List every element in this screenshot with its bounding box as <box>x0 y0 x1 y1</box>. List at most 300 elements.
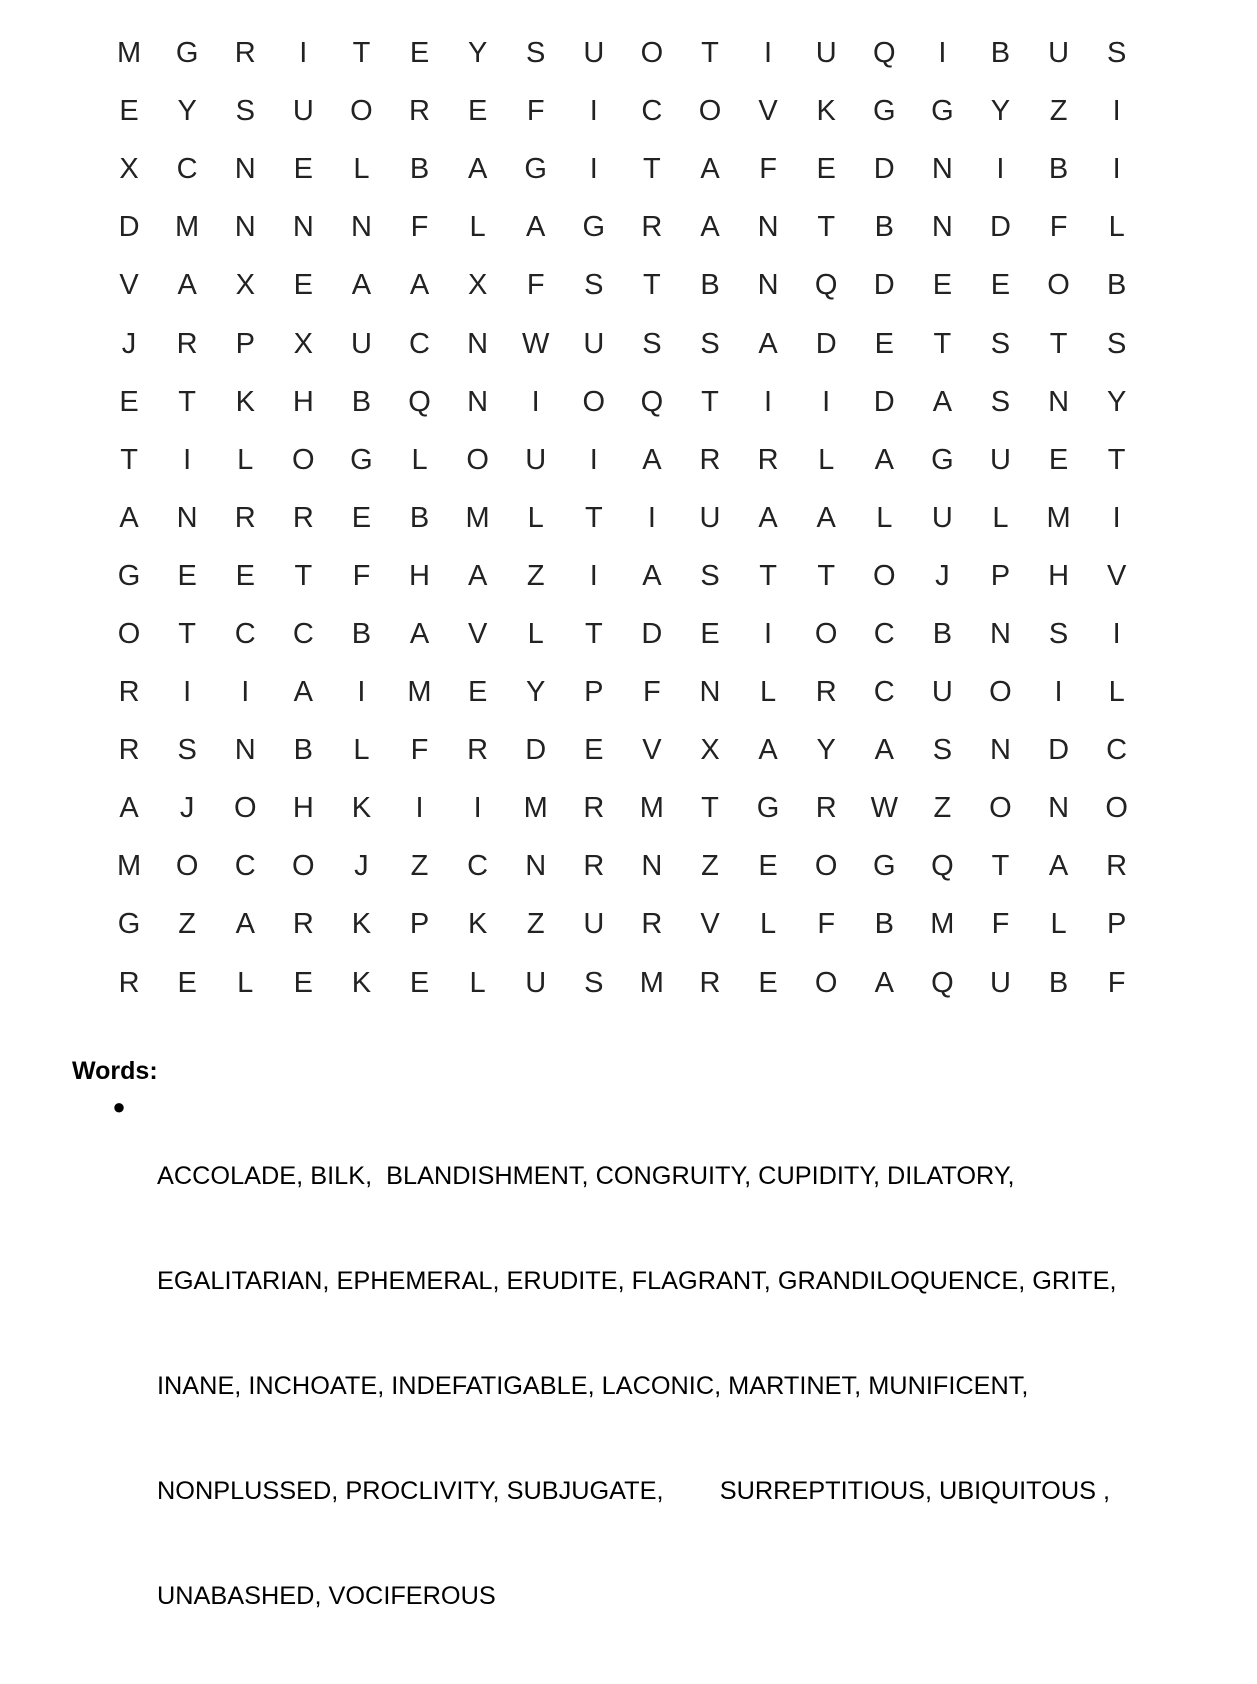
grid-letter[interactable]: S <box>990 385 1011 418</box>
grid-letter[interactable]: F <box>817 908 836 941</box>
grid-letter[interactable]: R <box>641 211 663 244</box>
grid-letter[interactable]: L <box>237 966 254 999</box>
grid-letter[interactable]: N <box>467 327 489 360</box>
grid-letter[interactable]: L <box>411 443 428 476</box>
grid-letter[interactable]: U <box>699 501 721 534</box>
grid-letter[interactable]: I <box>415 792 424 825</box>
grid-letter[interactable]: B <box>874 908 894 941</box>
grid-letter[interactable]: P <box>1106 908 1127 941</box>
grid-letter[interactable]: X <box>293 327 313 360</box>
grid-letter[interactable]: X <box>467 269 488 302</box>
grid-letter[interactable]: L <box>760 676 777 709</box>
grid-letter[interactable]: L <box>1108 676 1125 709</box>
grid-letter[interactable]: E <box>351 501 372 534</box>
grid-letter[interactable]: A <box>642 559 662 592</box>
grid-letter[interactable]: E <box>177 966 197 999</box>
grid-letter[interactable]: N <box>931 153 953 186</box>
grid-letter[interactable]: F <box>1107 966 1126 999</box>
grid-letter[interactable]: T <box>643 269 661 302</box>
grid-letter[interactable]: X <box>700 734 720 767</box>
grid-letter[interactable]: Q <box>640 385 664 418</box>
grid-letter[interactable]: L <box>1108 211 1125 244</box>
grid-letter[interactable]: O <box>1047 269 1070 302</box>
grid-letter[interactable]: G <box>931 443 954 476</box>
grid-letter[interactable]: N <box>350 211 372 244</box>
grid-letter[interactable]: U <box>583 908 605 941</box>
grid-letter[interactable]: I <box>647 501 656 534</box>
grid-letter[interactable]: F <box>526 269 545 302</box>
grid-letter[interactable]: R <box>118 734 140 767</box>
grid-letter[interactable]: A <box>758 734 778 767</box>
grid-letter[interactable]: I <box>822 385 831 418</box>
grid-letter[interactable]: W <box>522 327 550 360</box>
grid-letter[interactable]: S <box>177 734 197 767</box>
grid-letter[interactable]: U <box>989 966 1011 999</box>
grid-letter[interactable]: E <box>467 676 488 709</box>
grid-letter[interactable]: A <box>351 269 372 302</box>
grid-letter[interactable]: E <box>409 966 430 999</box>
grid-letter[interactable]: G <box>524 153 547 186</box>
grid-letter[interactable]: E <box>816 153 836 186</box>
grid-letter[interactable]: E <box>758 850 778 883</box>
grid-letter[interactable]: U <box>815 37 837 70</box>
grid-letter[interactable]: A <box>526 211 546 244</box>
grid-letter[interactable]: N <box>757 211 779 244</box>
grid-letter[interactable]: U <box>583 37 605 70</box>
grid-letter[interactable]: N <box>641 850 663 883</box>
grid-letter[interactable]: E <box>177 559 197 592</box>
grid-letter[interactable]: R <box>292 501 314 534</box>
grid-letter[interactable]: S <box>1048 617 1069 650</box>
grid-letter[interactable]: I <box>183 676 192 709</box>
grid-letter[interactable]: C <box>292 617 314 650</box>
grid-letter[interactable]: T <box>352 37 371 70</box>
grid-letter[interactable]: Y <box>177 95 197 128</box>
grid-letter[interactable]: Z <box>1049 95 1068 128</box>
grid-letter[interactable]: Y <box>526 676 546 709</box>
grid-letter[interactable]: U <box>583 327 605 360</box>
grid-letter[interactable]: B <box>932 617 953 650</box>
grid-letter[interactable]: C <box>641 95 663 128</box>
grid-letter[interactable]: N <box>989 617 1011 650</box>
grid-letter[interactable]: T <box>759 559 777 592</box>
grid-letter[interactable]: O <box>350 95 373 128</box>
grid-letter[interactable]: N <box>234 734 256 767</box>
grid-letter[interactable]: L <box>469 966 486 999</box>
grid-letter[interactable]: I <box>299 37 308 70</box>
grid-letter[interactable]: L <box>1050 908 1067 941</box>
grid-letter[interactable]: I <box>764 617 773 650</box>
grid-letter[interactable]: T <box>643 153 661 186</box>
grid-letter[interactable]: S <box>990 327 1011 360</box>
grid-letter[interactable]: E <box>119 95 139 128</box>
grid-letter[interactable]: N <box>757 269 779 302</box>
grid-letter[interactable]: O <box>872 559 896 592</box>
grid-letter[interactable]: F <box>410 211 429 244</box>
grid-letter[interactable]: I <box>1112 617 1121 650</box>
grid-letter[interactable]: P <box>409 908 430 941</box>
grid-letter[interactable]: C <box>1106 734 1128 767</box>
grid-letter[interactable]: S <box>932 734 953 767</box>
grid-letter[interactable]: F <box>991 908 1010 941</box>
grid-letter[interactable]: U <box>525 443 547 476</box>
grid-letter[interactable]: L <box>353 734 370 767</box>
grid-letter[interactable]: X <box>235 269 255 302</box>
grid-letter[interactable]: R <box>583 850 605 883</box>
grid-letter[interactable]: Q <box>931 850 954 883</box>
grid-letter[interactable]: V <box>119 269 139 302</box>
grid-letter[interactable]: O <box>814 966 838 999</box>
grid-letter[interactable]: U <box>525 966 547 999</box>
grid-letter[interactable]: G <box>175 37 199 70</box>
grid-letter[interactable]: Y <box>816 734 836 767</box>
grid-letter[interactable]: T <box>701 37 719 70</box>
grid-letter[interactable]: I <box>938 37 947 70</box>
grid-letter[interactable]: Z <box>410 850 429 883</box>
grid-letter[interactable]: I <box>589 559 598 592</box>
grid-letter[interactable]: S <box>526 37 546 70</box>
grid-letter[interactable]: R <box>409 95 430 128</box>
grid-letter[interactable]: N <box>234 211 256 244</box>
grid-letter[interactable]: N <box>525 850 547 883</box>
grid-letter[interactable]: A <box>409 269 430 302</box>
grid-letter[interactable]: B <box>1106 269 1127 302</box>
grid-letter[interactable]: D <box>525 734 547 767</box>
grid-letter[interactable]: B <box>990 37 1011 70</box>
grid-letter[interactable]: A <box>119 792 139 825</box>
grid-letter[interactable]: L <box>818 443 835 476</box>
grid-letter[interactable]: B <box>1048 153 1069 186</box>
grid-letter[interactable]: R <box>118 676 140 709</box>
grid-letter[interactable]: D <box>641 617 663 650</box>
grid-letter[interactable]: U <box>1048 37 1070 70</box>
grid-letter[interactable]: M <box>116 850 142 883</box>
grid-letter[interactable]: E <box>584 734 604 767</box>
grid-letter[interactable]: V <box>1106 559 1127 592</box>
grid-letter[interactable]: G <box>117 559 141 592</box>
grid-letter[interactable]: F <box>759 153 777 186</box>
grid-letter[interactable]: F <box>352 559 371 592</box>
grid-letter[interactable]: E <box>932 269 953 302</box>
grid-letter[interactable]: T <box>933 327 952 360</box>
grid-letter[interactable]: F <box>1049 211 1068 244</box>
grid-letter[interactable]: O <box>640 37 664 70</box>
grid-letter[interactable]: Q <box>931 966 954 999</box>
grid-letter[interactable]: D <box>815 327 837 360</box>
grid-letter[interactable]: E <box>119 385 139 418</box>
grid-letter[interactable]: E <box>293 269 313 302</box>
grid-letter[interactable]: K <box>351 792 372 825</box>
grid-letter[interactable]: T <box>701 792 719 825</box>
grid-letter[interactable]: I <box>531 385 540 418</box>
grid-letter[interactable]: I <box>589 443 598 476</box>
grid-letter[interactable]: D <box>1048 734 1070 767</box>
grid-letter[interactable]: C <box>467 850 489 883</box>
grid-letter[interactable]: E <box>758 966 778 999</box>
grid-letter[interactable]: B <box>700 269 720 302</box>
grid-letter[interactable]: E <box>874 327 894 360</box>
grid-letter[interactable]: M <box>465 501 490 534</box>
grid-letter[interactable]: H <box>409 559 430 592</box>
grid-letter[interactable]: R <box>699 443 721 476</box>
grid-letter[interactable]: W <box>870 792 898 825</box>
grid-letter[interactable]: E <box>293 153 313 186</box>
grid-letter[interactable]: L <box>760 908 777 941</box>
grid-letter[interactable]: S <box>584 966 604 999</box>
grid-letter[interactable]: R <box>292 908 314 941</box>
grid-letter[interactable]: M <box>639 966 664 999</box>
grid-letter[interactable]: I <box>589 95 598 128</box>
grid-letter[interactable]: D <box>989 211 1011 244</box>
grid-letter[interactable]: R <box>234 501 256 534</box>
grid-letter[interactable]: T <box>991 850 1010 883</box>
grid-letter[interactable]: G <box>931 95 954 128</box>
grid-letter[interactable]: R <box>699 966 721 999</box>
grid-letter[interactable]: Q <box>814 269 838 302</box>
grid-letter[interactable]: L <box>353 153 370 186</box>
grid-letter[interactable]: L <box>527 617 544 650</box>
grid-letter[interactable]: S <box>642 327 662 360</box>
grid-letter[interactable]: V <box>642 734 662 767</box>
grid-letter[interactable]: T <box>120 443 138 476</box>
grid-letter[interactable]: N <box>1048 792 1070 825</box>
grid-letter[interactable]: N <box>931 211 953 244</box>
grid-letter[interactable]: N <box>699 676 721 709</box>
grid-letter[interactable]: I <box>1112 95 1121 128</box>
grid-letter[interactable]: M <box>1046 501 1071 534</box>
grid-letter[interactable]: R <box>641 908 663 941</box>
grid-letter[interactable]: N <box>292 211 314 244</box>
grid-letter[interactable]: G <box>756 792 780 825</box>
grid-letter[interactable]: U <box>989 443 1011 476</box>
grid-letter[interactable]: E <box>700 617 720 650</box>
grid-letter[interactable]: C <box>409 327 430 360</box>
grid-letter[interactable]: R <box>583 792 605 825</box>
grid-letter[interactable]: P <box>584 676 604 709</box>
grid-letter[interactable]: E <box>1048 443 1069 476</box>
grid-letter[interactable]: T <box>701 385 719 418</box>
grid-letter[interactable]: P <box>235 327 255 360</box>
grid-letter[interactable]: A <box>467 559 488 592</box>
grid-letter[interactable]: A <box>874 734 894 767</box>
grid-letter[interactable]: A <box>409 617 430 650</box>
grid-letter[interactable]: B <box>293 734 313 767</box>
grid-letter[interactable]: R <box>757 443 779 476</box>
grid-letter[interactable]: D <box>873 385 895 418</box>
grid-letter[interactable]: L <box>876 501 893 534</box>
grid-letter[interactable]: N <box>467 385 489 418</box>
grid-letter[interactable]: E <box>235 559 255 592</box>
grid-letter[interactable]: A <box>816 501 836 534</box>
grid-letter[interactable]: O <box>989 792 1012 825</box>
grid-letter[interactable]: Y <box>467 37 488 70</box>
grid-letter[interactable]: O <box>292 443 315 476</box>
grid-letter[interactable]: Z <box>526 908 545 941</box>
grid-letter[interactable]: R <box>467 734 489 767</box>
grid-letter[interactable]: J <box>121 327 137 360</box>
grid-letter[interactable]: A <box>1048 850 1069 883</box>
grid-letter[interactable]: X <box>119 153 139 186</box>
grid-letter[interactable]: T <box>178 385 196 418</box>
grid-letter[interactable]: I <box>241 676 250 709</box>
grid-letter[interactable]: D <box>118 211 140 244</box>
grid-letter[interactable]: V <box>467 617 488 650</box>
grid-letter[interactable]: M <box>639 792 664 825</box>
grid-letter[interactable]: O <box>814 617 838 650</box>
grid-letter[interactable]: S <box>1106 327 1127 360</box>
grid-letter[interactable]: O <box>117 617 141 650</box>
grid-letter[interactable]: Z <box>526 559 545 592</box>
grid-letter[interactable]: O <box>175 850 199 883</box>
grid-letter[interactable]: I <box>1054 676 1063 709</box>
grid-letter[interactable]: U <box>931 676 953 709</box>
grid-letter[interactable]: K <box>467 908 488 941</box>
grid-letter[interactable]: C <box>873 617 895 650</box>
grid-letter[interactable]: M <box>116 37 142 70</box>
grid-letter[interactable]: V <box>700 908 720 941</box>
grid-letter[interactable]: T <box>817 559 836 592</box>
grid-letter[interactable]: H <box>292 792 314 825</box>
grid-letter[interactable]: S <box>700 559 720 592</box>
grid-letter[interactable]: O <box>582 385 606 418</box>
grid-letter[interactable]: V <box>758 95 778 128</box>
grid-letter[interactable]: R <box>118 966 140 999</box>
grid-letter[interactable]: S <box>235 95 255 128</box>
grid-letter[interactable]: L <box>237 443 254 476</box>
grid-letter[interactable]: I <box>1112 501 1121 534</box>
grid-letter[interactable]: I <box>357 676 366 709</box>
grid-letter[interactable]: K <box>816 95 836 128</box>
grid-letter[interactable]: H <box>292 385 314 418</box>
grid-letter[interactable]: B <box>874 211 894 244</box>
grid-letter[interactable]: A <box>467 153 488 186</box>
grid-letter[interactable]: A <box>874 966 894 999</box>
grid-letter[interactable]: S <box>1106 37 1127 70</box>
grid-letter[interactable]: I <box>764 385 773 418</box>
grid-letter[interactable]: U <box>292 95 314 128</box>
grid-letter[interactable]: R <box>1106 850 1128 883</box>
grid-letter[interactable]: A <box>177 269 197 302</box>
grid-letter[interactable]: L <box>527 501 544 534</box>
grid-letter[interactable]: L <box>469 211 486 244</box>
grid-letter[interactable]: R <box>815 792 837 825</box>
grid-letter[interactable]: Y <box>1106 385 1127 418</box>
grid-letter[interactable]: O <box>698 95 722 128</box>
grid-letter[interactable]: U <box>350 327 372 360</box>
grid-letter[interactable]: T <box>817 211 836 244</box>
grid-letter[interactable]: B <box>1048 966 1069 999</box>
grid-letter[interactable]: B <box>351 385 372 418</box>
grid-letter[interactable]: O <box>233 792 257 825</box>
grid-letter[interactable]: E <box>409 37 430 70</box>
grid-letter[interactable]: A <box>642 443 662 476</box>
grid-letter[interactable]: O <box>466 443 489 476</box>
grid-letter[interactable]: I <box>996 153 1005 186</box>
grid-letter[interactable]: N <box>234 153 256 186</box>
grid-letter[interactable]: A <box>758 327 778 360</box>
grid-letter[interactable]: G <box>117 908 141 941</box>
grid-letter[interactable]: M <box>523 792 548 825</box>
grid-letter[interactable]: P <box>990 559 1011 592</box>
grid-letter[interactable]: I <box>589 153 598 186</box>
grid-letter[interactable]: K <box>235 385 255 418</box>
grid-letter[interactable]: M <box>175 211 200 244</box>
grid-letter[interactable]: A <box>700 153 720 186</box>
grid-letter[interactable]: T <box>178 617 196 650</box>
grid-letter[interactable]: G <box>350 443 373 476</box>
grid-letter[interactable]: F <box>643 676 661 709</box>
grid-letter[interactable]: R <box>815 676 837 709</box>
grid-letter[interactable]: G <box>872 850 896 883</box>
grid-letter[interactable]: G <box>872 95 896 128</box>
grid-letter[interactable]: I <box>1112 153 1121 186</box>
grid-letter[interactable]: B <box>351 617 372 650</box>
grid-letter[interactable]: G <box>582 211 606 244</box>
grid-letter[interactable]: T <box>1107 443 1126 476</box>
grid-letter[interactable]: T <box>1049 327 1068 360</box>
grid-letter[interactable]: Z <box>178 908 196 941</box>
grid-letter[interactable]: M <box>407 676 432 709</box>
grid-letter[interactable]: E <box>467 95 488 128</box>
grid-letter[interactable]: F <box>410 734 429 767</box>
grid-letter[interactable]: L <box>992 501 1009 534</box>
grid-letter[interactable]: J <box>179 792 195 825</box>
grid-letter[interactable]: O <box>814 850 838 883</box>
grid-letter[interactable]: E <box>293 966 313 999</box>
grid-letter[interactable]: A <box>758 501 778 534</box>
grid-letter[interactable]: C <box>176 153 198 186</box>
grid-letter[interactable]: I <box>183 443 192 476</box>
grid-letter[interactable]: U <box>931 501 953 534</box>
grid-letter[interactable]: C <box>234 850 256 883</box>
grid-letter[interactable]: O <box>989 676 1012 709</box>
grid-letter[interactable]: A <box>235 908 255 941</box>
grid-letter[interactable]: N <box>1048 385 1070 418</box>
grid-letter[interactable]: K <box>351 966 372 999</box>
grid-letter[interactable]: A <box>119 501 139 534</box>
grid-letter[interactable]: T <box>584 501 603 534</box>
grid-letter[interactable]: E <box>990 269 1011 302</box>
grid-letter[interactable]: A <box>874 443 894 476</box>
grid-letter[interactable]: C <box>234 617 256 650</box>
grid-letter[interactable]: T <box>584 617 603 650</box>
grid-letter[interactable]: O <box>1105 792 1128 825</box>
grid-letter[interactable]: A <box>700 211 720 244</box>
grid-letter[interactable]: K <box>351 908 372 941</box>
grid-letter[interactable]: C <box>873 676 895 709</box>
grid-letter[interactable]: A <box>293 676 313 709</box>
grid-letter[interactable]: H <box>1048 559 1070 592</box>
grid-letter[interactable]: J <box>935 559 950 592</box>
grid-letter[interactable]: Q <box>872 37 896 70</box>
grid-letter[interactable]: Q <box>408 385 431 418</box>
grid-letter[interactable]: R <box>234 37 256 70</box>
grid-letter[interactable]: B <box>409 153 430 186</box>
grid-letter[interactable]: D <box>873 153 895 186</box>
grid-letter[interactable]: A <box>932 385 953 418</box>
grid-letter[interactable]: R <box>176 327 198 360</box>
grid-letter[interactable]: Y <box>990 95 1011 128</box>
grid-letter[interactable]: M <box>930 908 955 941</box>
grid-letter[interactable]: O <box>292 850 315 883</box>
grid-letter[interactable]: S <box>700 327 720 360</box>
grid-letter[interactable]: I <box>764 37 773 70</box>
grid-letter[interactable]: Z <box>933 792 952 825</box>
grid-letter[interactable]: Z <box>701 850 719 883</box>
grid-letter[interactable]: D <box>873 269 895 302</box>
grid-letter[interactable]: N <box>176 501 198 534</box>
grid-letter[interactable]: I <box>473 792 482 825</box>
